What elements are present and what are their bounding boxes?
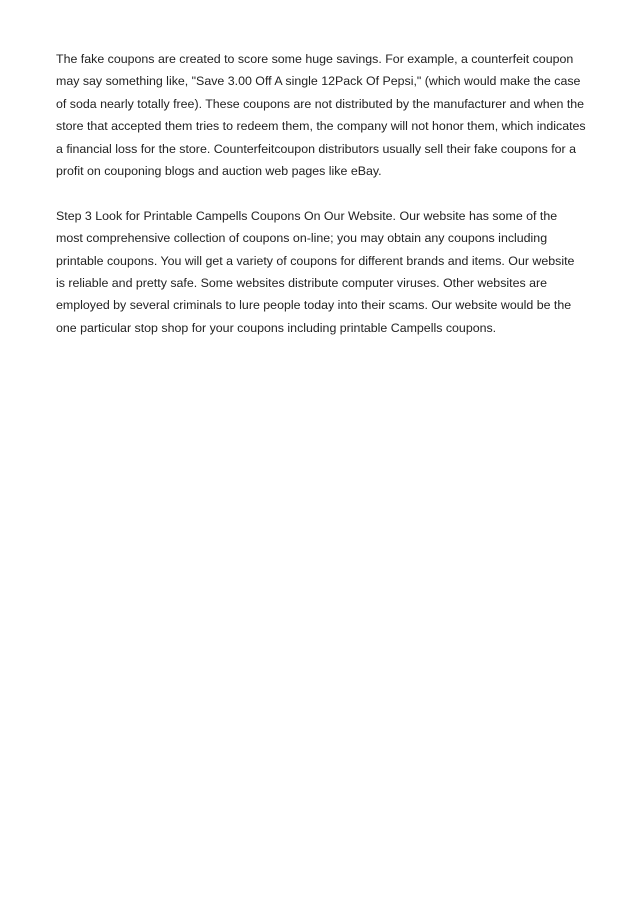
document-body xyxy=(56,48,586,339)
paragraph-printable-coupons: Step 3 Look for Printable Campells Coupons On Our Website. Our website has some of the most comprehensive collection of coupons on-line; you may obtain any coupons including printable coupons. You will get a variety of coupons for different brands and items. Our website is reliable and pretty safe. Some websites distribute computer viruses. Other websites are employed by several criminals to lure people today into their scams. Our website would be the one particular stop shop for your coupons including printable Campells coupons. xyxy=(56,208,575,335)
paragraph-counterfeit-coupons: The fake coupons are created to score some huge savings. For example, a counterfeit coupon may say something like, "Save 3.00 Off A single 12Pack Of Pepsi," (which would make the case of soda nearly totally free). These coupons are not distributed by the manufacturer and when the store that accepted them tries to redeem them, the company will not honor them, which indicates a financial loss for the store. Counterfeitcoupon distributors usually sell their fake coupons for a profit on couponing blogs and auction web pages like eBay. xyxy=(56,52,586,179)
